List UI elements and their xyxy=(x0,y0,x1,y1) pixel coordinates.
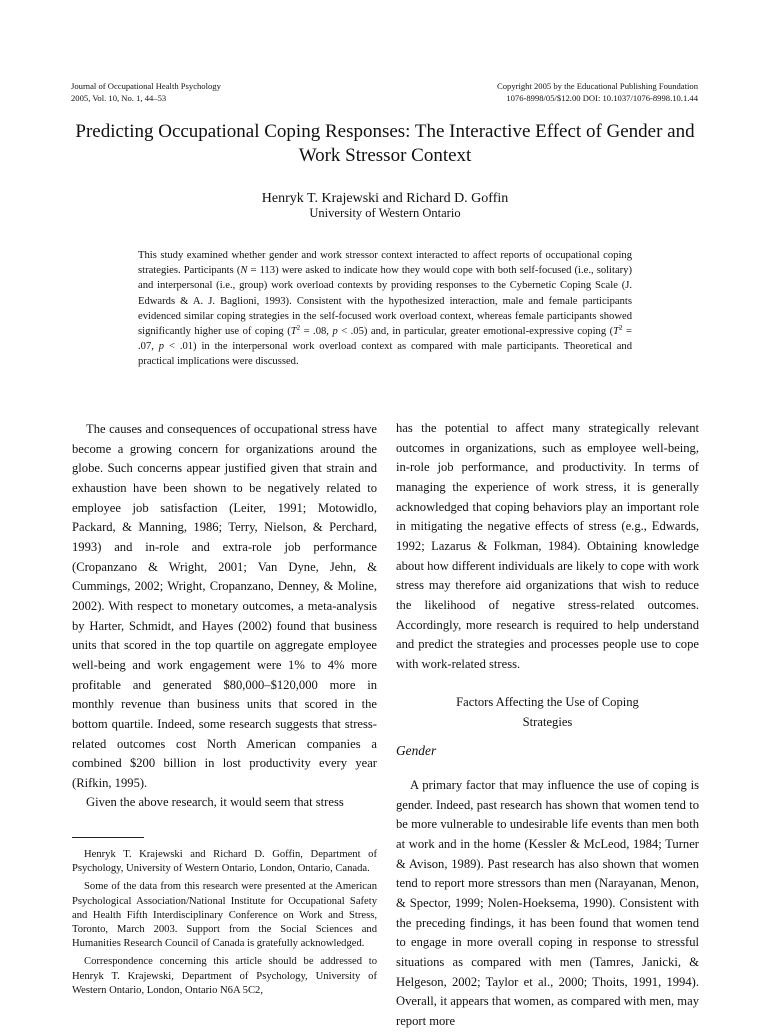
subsection-heading: Gender xyxy=(396,743,437,758)
abstract-part: = 113) were asked to indicate how they would cope with both self-focused (i.e., solitary) and interpersonal (i.e., group) work overload contexts by providing responses to the Cybernetic Coping Scale (J. Edwards & A. J. Baglioni, 1993). Consistent with the hypothesized interaction, male and female participants evidenced similar coping strategies in the self-focused work overload context, whereas female participants showed significantly higher use of coping ( xyxy=(138,265,632,338)
abstract-part: = .07, xyxy=(138,326,632,353)
abstract-part: 2 xyxy=(619,324,623,333)
journal-volume: 2005, Vol. 10, No. 1, 44–53 xyxy=(71,93,167,103)
section-heading-line: Strategies xyxy=(522,714,573,729)
body-column-right-lower xyxy=(396,776,699,1032)
doi-text: 1076-8998/05/$12.00 DOI: 10.1037/1076-8998.10.1.44 xyxy=(506,93,698,103)
footnote: Correspondence concerning this article should be addressed to Henryk T. Krajewski, Department of Psychology, University of Western Ontario, London, Ontario N6A 5C2, xyxy=(72,956,377,996)
footnote: Some of the data from this research were presented at the American Psychological Association/National Institute for Occupational Safety and Health Fifth Interdisciplinary Conference on Work and Stress, Toronto, March 2003. Support from the Social Sciences and Humanities Research Council of Canada is gratefully acknowledged. xyxy=(72,881,377,950)
body-column-left xyxy=(72,420,377,813)
paper-title: Predicting Occupational Coping Responses: The Interactive Effect of Gender and Work Stressor Context xyxy=(75,121,695,166)
footnote: Henryk T. Krajewski and Richard D. Goffin, Department of Psychology, University of Western Ontario, London, Ontario, Canada. xyxy=(72,849,377,875)
abstract-part: p xyxy=(158,341,165,353)
journal-citation xyxy=(71,80,221,104)
abstract-part: = .08, xyxy=(300,326,333,338)
copyright-notice xyxy=(497,80,698,104)
footnotes xyxy=(72,848,377,1002)
journal-name: Journal of Occupational Health Psychology xyxy=(71,81,221,91)
body-paragraph: Given the above research, it would seem that stress xyxy=(86,795,344,810)
abstract-part: T xyxy=(613,326,620,338)
abstract-part: p xyxy=(332,326,338,338)
body-column-right xyxy=(396,419,699,675)
body-paragraph: A primary factor that may influence the use of coping is gender. Indeed, past research has shown that women tend to be more vulnerable to undesirable life events than men both at work and in the home (Kessler & McLeod, 1984; Turner & Avison, 1989). Past research has also shown that women tend to report more stressors than men (Narayanan, Menon, & Spector, 1999; Nolen-Hoeksema, 1990). Consistent with the preceding findings, it has been found that women tend to engage in more overall coping in response to stressful situations as compared with men (Tamres, Janicki, & Helgeson, 2002; Taylor et al., 2000; Thoits, 1991, 1994). Overall, it appears that women, as compared with men, may report more xyxy=(396,778,699,1028)
abstract-part: < .01) in the interpersonal work overload context as compared with male participants. Theoretical and practical implications were discussed. xyxy=(138,341,632,368)
author-names: Henryk T. Krajewski and Richard D. Goffin xyxy=(261,191,509,206)
author-affiliation: University of Western Ontario xyxy=(309,206,461,220)
abstract-part: T xyxy=(290,326,297,338)
abstract-part: 2 xyxy=(296,324,301,333)
abstract xyxy=(138,248,632,370)
section-heading-line: Factors Affecting the Use of Coping xyxy=(456,695,639,709)
copyright-text: Copyright 2005 by the Educational Publishing Foundation xyxy=(497,81,698,91)
section-heading xyxy=(396,693,699,732)
abstract-text xyxy=(138,248,632,370)
abstract-part: N xyxy=(240,265,248,277)
abstract-part: < .05) and, in particular, greater emotional-expressive coping ( xyxy=(337,326,614,338)
body-paragraph: The causes and consequences of occupational stress have become a growing concern for organizations around the globe. Such concerns appear justified given that strain and exhaustion have been shown to be negatively related to employee job satisfaction (Leiter, 1991; Motowidlo, Packard, & Manning, 1986; Terry, Nielson, & Perchard, 1993) and in-role and extra-role job performance (Cropanzano & Wright, 2001; Van Dyne, Jehn, & Cummings, 2002; Wright, Cropanzano, Denney, & Moline, 2002). With respect to monetary outcomes, a meta-analysis by Harter, Schmidt, and Hayes (2002) found that business units that scored in the top quartile on aggregate employee well-being and work engagement were 1% to 4% more profitable and generated $80,000–$120,000 more in monthly revenue than business units that scored in the bottom quartile. Indeed, some research suggests that stress-related outcomes cost North American companies a combined $200 billion in lost productivity every year (Rifkin, 1995). xyxy=(72,422,377,790)
footnote-divider xyxy=(72,837,144,838)
abstract-part: This study examined whether gender and work stressor context interacted to affect reports of occupational coping strategies. Participants ( xyxy=(138,250,632,277)
body-paragraph: has the potential to affect many strategically relevant outcomes in organizations, such as employee well-being, in-role job performance, and productivity. In terms of managing the experience of work stress, it is generally acknowledged that coping behaviors play an important role in mitigating the negative effects of stress (e.g., Edwards, 1992; Lazarus & Folkman, 1984). Obtaining knowledge about how different individuals are likely to cope with work stress may therefore aid organizations that wish to reduce the likelihood of negative stress-related outcomes. Accordingly, more research is required to help understand and predict the strategies and processes people use to cope with work-related stress. xyxy=(396,421,699,671)
